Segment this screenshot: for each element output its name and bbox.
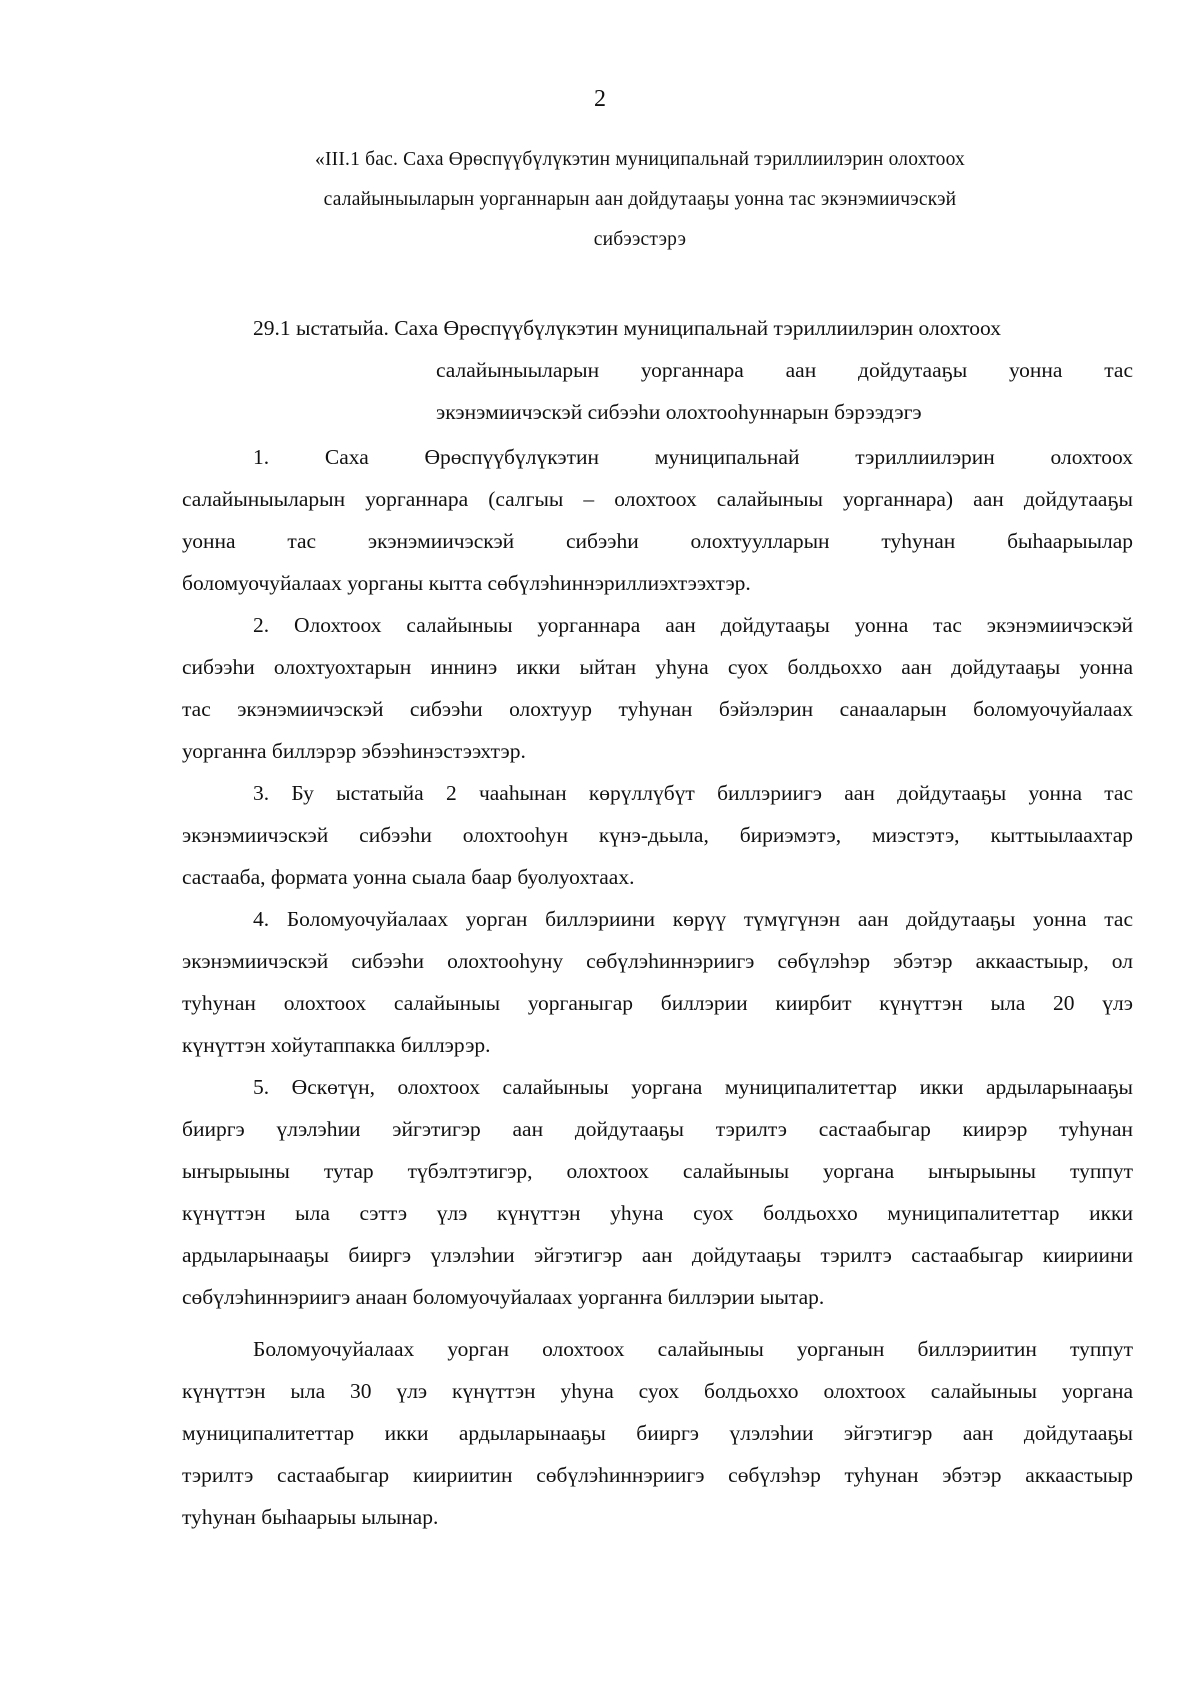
article-heading-line: экэнэмиичэскэй сибээһи олохтооһуннарын бэрээдэгэ <box>436 400 922 424</box>
paragraph-line: ардыларынааҕы бииргэ үлэлэһии эйгэтигэр аан дойдутааҕы тэрилтэ састаабыгар киириини <box>182 1243 1133 1267</box>
paragraph-line: 1. Саха Өрөспүүбүлүкэтин муниципальнай тэриллиилэрин олохтоох <box>253 445 1133 469</box>
paragraph-1 <box>182 436 1133 604</box>
article-heading-line: салайыныыларын уорганнара аан дойдутааҕы уонна тас <box>436 358 1133 382</box>
article-heading <box>253 307 1133 433</box>
paragraph-line: 2. Олохтоох салайыныы уорганнара аан дойдутааҕы уонна тас экэнэмиичэскэй <box>253 613 1133 637</box>
chapter-title-line: сибээстэрэ <box>593 229 687 250</box>
paragraph-line: күнүттэн ыла 30 үлэ күнүттэн уһуна суох болдьоххо олохтоох салайыныы уорганa <box>182 1379 1133 1403</box>
paragraph-line: састааба, формата уонна сыала баар буолуохтаах. <box>182 865 635 889</box>
paragraph-line: 5. Өскөтүн, олохтоох салайыныы уорганa муниципалитеттар икки ардыларынааҕы <box>253 1075 1133 1099</box>
paragraph-3 <box>182 772 1133 898</box>
paragraph-6 <box>182 1328 1133 1538</box>
page-number: 2 <box>594 86 606 112</box>
paragraph-line: бииргэ үлэлэһии эйгэтигэр аан дойдутааҕы тэрилтэ састаабыгар киирэр туһунан <box>182 1117 1133 1141</box>
paragraph-line: экэнэмиичэскэй сибээһи олохтооһун күнэ-дьыла, бириэмэтэ, миэстэтэ, кыттыылаахтар <box>182 823 1133 847</box>
chapter-title-line: «III.1 бас. Саха Өрөспүүбүлүкэтин муниципальнай тэриллиилэрин олохтоох <box>315 149 965 170</box>
paragraph-line: тас экэнэмиичэскэй сибээһи олохтуур туһунан бэйэлэрин санааларын боломуочуйалаах <box>182 697 1133 721</box>
paragraph-line: Боломуочуйалаах уорган олохтоох салайыныы уорганын биллэриитин туппут <box>253 1337 1133 1361</box>
paragraph-line: салайыныыларын уорганнара (салгыы – олохтоох салайыныы уорганнара) аан дойдутааҕы <box>182 487 1133 511</box>
paragraph-line: боломуочуйалаах уорганы кытта сөбүлэһиннэриллиэхтээхтэр. <box>182 571 751 595</box>
paragraph-line: уорганҥа биллэрэр эбээһинэстээхтэр. <box>182 739 526 763</box>
paragraph-5 <box>182 1066 1133 1318</box>
paragraph-line: тэрилтэ састаабыгар киириитин сөбүлэһиннэриигэ сөбүлэһэр туһунан эбэтэр аккаастыыр <box>182 1463 1133 1487</box>
paragraph-line: уонна тас экэнэмиичэскэй сибээһи олохтуулларын туһунан быһаарыылар <box>182 529 1133 553</box>
paragraph-line: туһунан олохтоох салайыныы уорганыгар биллэрии киирбит күнүттэн ыла 20 үлэ <box>182 991 1133 1015</box>
chapter-title-line: салайыныыларын уорганнарын аан дойдутааҕы уонна тас экэнэмиичэскэй <box>323 189 957 210</box>
article-heading-line: 29.1 ыстатыйа. Саха Өрөспүүбүлүкэтин муниципальнай тэриллиилэрин олохтоох <box>253 316 1001 340</box>
paragraph-line: 3. Бу ыстатыйа 2 чааһынан көрүллүбүт биллэриигэ аан дойдутааҕы уонна тас <box>253 781 1133 805</box>
paragraph-line: күнүттэн ыла сэттэ үлэ күнүттэн уһуна суох болдьоххо муниципалитеттар икки <box>182 1201 1133 1225</box>
paragraph-line: 4. Боломуочуйалаах уорган биллэриини көрүү түмүгүнэн аан дойдутааҕы уонна тас <box>253 907 1133 931</box>
paragraph-line: муниципалитеттар икки ардыларынааҕы бииргэ үлэлэһии эйгэтигэр аан дойдутааҕы <box>182 1421 1133 1445</box>
paragraph-line: сөбүлэһиннэриигэ анаан боломуочуйалаах уорганҥа биллэрии ыытар. <box>182 1285 825 1309</box>
article-body <box>182 436 1133 1538</box>
paragraph-line: сибээһи олохтуохтарын иннинэ икки ыйтан уһуна суох болдьоххо аан дойдутааҕы уонна <box>182 655 1133 679</box>
paragraph-line: туһунан быһаарыы ылынар. <box>182 1505 439 1529</box>
paragraph-line: экэнэмиичэскэй сибээһи олохтооһуну сөбүлэһиннэриигэ сөбүлэһэр эбэтэр аккаастыыр, ол <box>182 949 1133 973</box>
paragraph-4 <box>182 898 1133 1066</box>
paragraph-line: күнүттэн хойутаппакка биллэрэр. <box>182 1033 491 1057</box>
chapter-title <box>190 140 1090 260</box>
paragraph-2 <box>182 604 1133 772</box>
paragraph-spacer <box>182 1318 1133 1328</box>
paragraph-line: ыҥырыыны тутар түбэлтэтигэр, олохтоох салайыныы уорганa ыҥырыыны туппут <box>182 1159 1133 1183</box>
